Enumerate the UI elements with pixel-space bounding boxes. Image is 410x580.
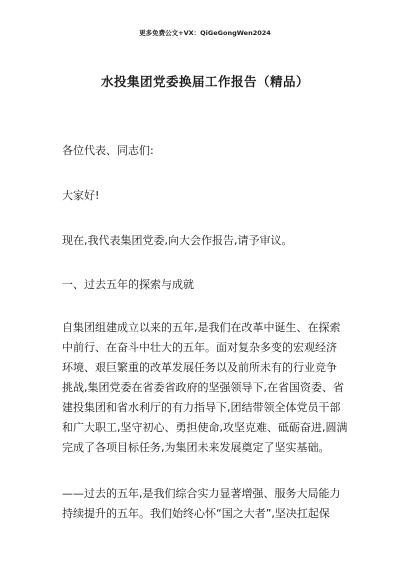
salutation: 各位代表、同志们: xyxy=(62,144,154,157)
paragraph-2 xyxy=(62,484,362,524)
paragraph-1-line: 挑战,集团党委在省委省政府的坚强领导下,在省国资委、省 xyxy=(62,381,344,394)
paragraph-1-line: 环境、艰巨繁重的改革发展任务以及前所未有的行业竞争 xyxy=(62,361,337,374)
paragraph-1-line: 和广大职工,坚守初心、勇担使命,攻坚克难、砥砺奋进,圆满 xyxy=(62,421,348,434)
paragraph-1-line: 中前行、在奋斗中壮大的五年。面对复杂多变的宏观经济 xyxy=(62,341,337,354)
paragraph-1 xyxy=(62,318,362,458)
greeting: 大家好! xyxy=(62,189,100,202)
paragraph-2-line: ——过去的五年,是我们综合实力显著增强、服务大局能力 xyxy=(62,487,341,500)
paragraph-1-line: 自集团组建成立以来的五年,是我们在改革中诞生、在探索 xyxy=(62,321,341,334)
paragraph-1-line: 建投集团和省水利厅的有力指导下,团结带领全体党员干部 xyxy=(62,401,341,414)
paragraph-2-line: 持续提升的五年。我们始终心怀“国之大者”,坚决扛起保 xyxy=(62,507,330,520)
header-note: 更多免费公文+VX：QiGeGongWen2024 xyxy=(139,29,271,37)
document-title: 水投集团党委换届工作报告（精品） xyxy=(100,74,309,89)
paragraph-1-line: 完成了各项目标任务,为集团未来发展奠定了坚实基础。 xyxy=(62,441,330,454)
intro-paragraph: 现在,我代表集团党委,向大会作报告,请予审议。 xyxy=(62,234,293,247)
section-heading: 一、过去五年的探索与成就 xyxy=(62,278,194,291)
